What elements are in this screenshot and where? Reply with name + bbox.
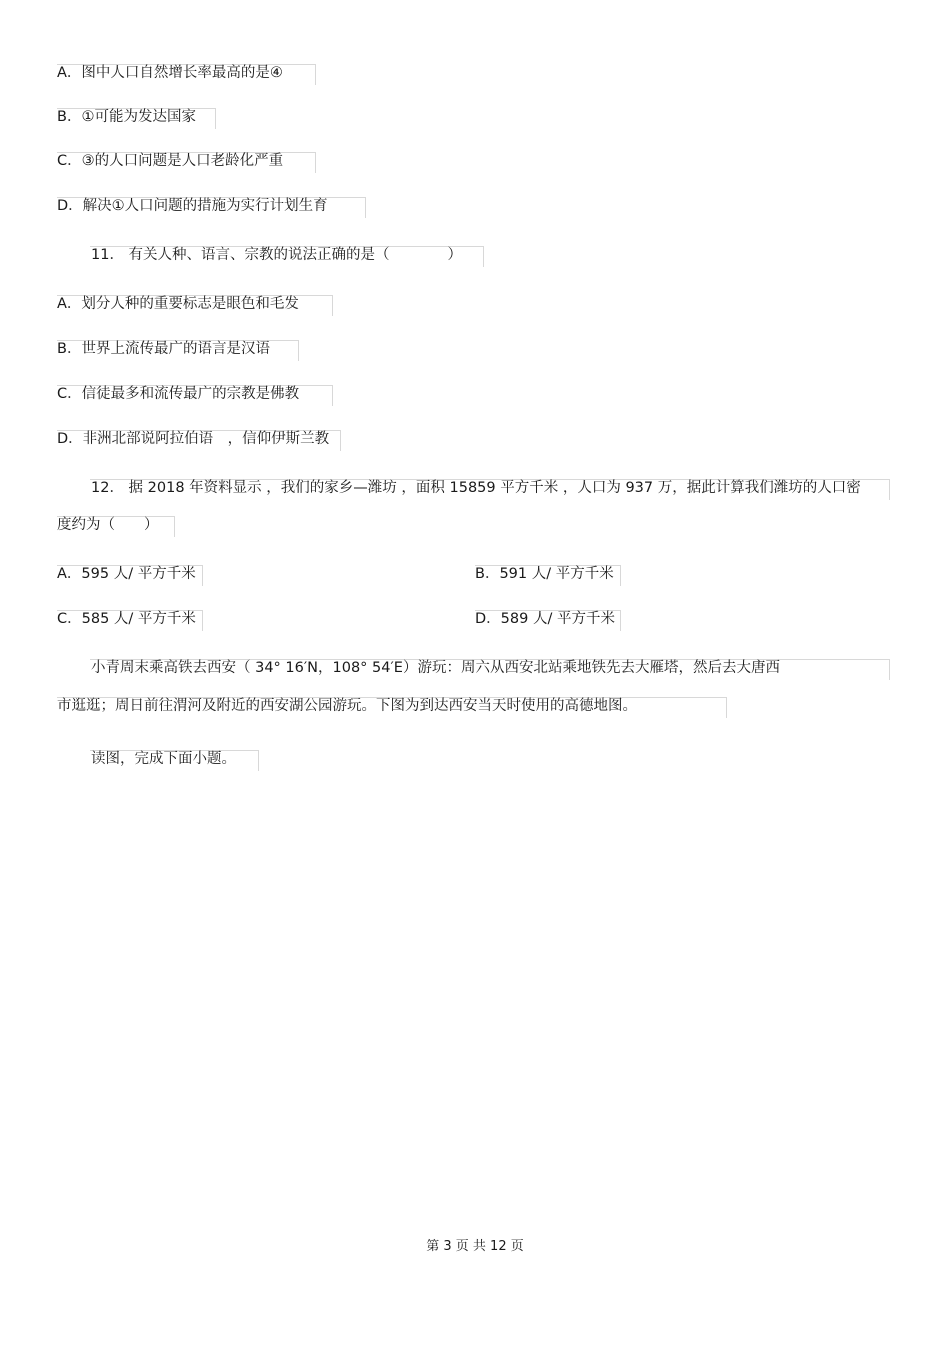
q10-option-d: D．解决①人口问题的措施为实行计划生育 bbox=[57, 198, 328, 214]
q11-option-b: B．世界上流传最广的语言是汉语 bbox=[57, 341, 270, 357]
q12-option-b: B．591 人/ 平方千米 bbox=[475, 566, 614, 582]
q12-stem-line2: 度约为（ ） bbox=[57, 517, 159, 533]
q12-option-d: D．589 人/ 平方千米 bbox=[475, 611, 615, 627]
q10-option-b: B．①可能为发达国家 bbox=[57, 109, 196, 125]
q11-option-a: A．划分人种的重要标志是眼色和毛发 bbox=[57, 296, 299, 312]
q11-option-c: C．信徒最多和流传最广的宗教是佛教 bbox=[57, 386, 300, 402]
q11-option-d: D．非洲北部说阿拉伯语 ，信仰伊斯兰教 bbox=[57, 431, 330, 447]
q12-option-a: A．595 人/ 平方千米 bbox=[57, 566, 196, 582]
passage-line1: 小青周末乘高铁去西安（ 34° 16′N，108° 54′E）游玩：周六从西安北站乘地铁先去大雁塔，然后去大唐西 bbox=[91, 660, 780, 676]
q10-option-a: A．图中人口自然增长率最高的是④ bbox=[57, 65, 283, 81]
q12-option-c: C．585 人/ 平方千米 bbox=[57, 611, 196, 627]
page-footer: 第 3 页 共 12 页 bbox=[426, 1239, 524, 1254]
passage-instruction: 读图，完成下面小题。 bbox=[91, 751, 236, 767]
passage-line2: 市逛逛；周日前往渭河及附近的西安湖公园游玩。下图为到达西安当天时使用的高德地图。 bbox=[57, 698, 637, 714]
q10-option-c: C．③的人口问题是人口老龄化严重 bbox=[57, 153, 284, 169]
q12-stem-line1: 12． 据 2018 年资料显示 ，我们的家乡—潍坊 ，面积 15859 平方千米 ，人口为 937 万，据此计算我们潍坊的人口密 bbox=[91, 480, 861, 496]
q11-stem: 11． 有关人种、语言、宗教的说法正确的是（ ） bbox=[91, 247, 463, 263]
